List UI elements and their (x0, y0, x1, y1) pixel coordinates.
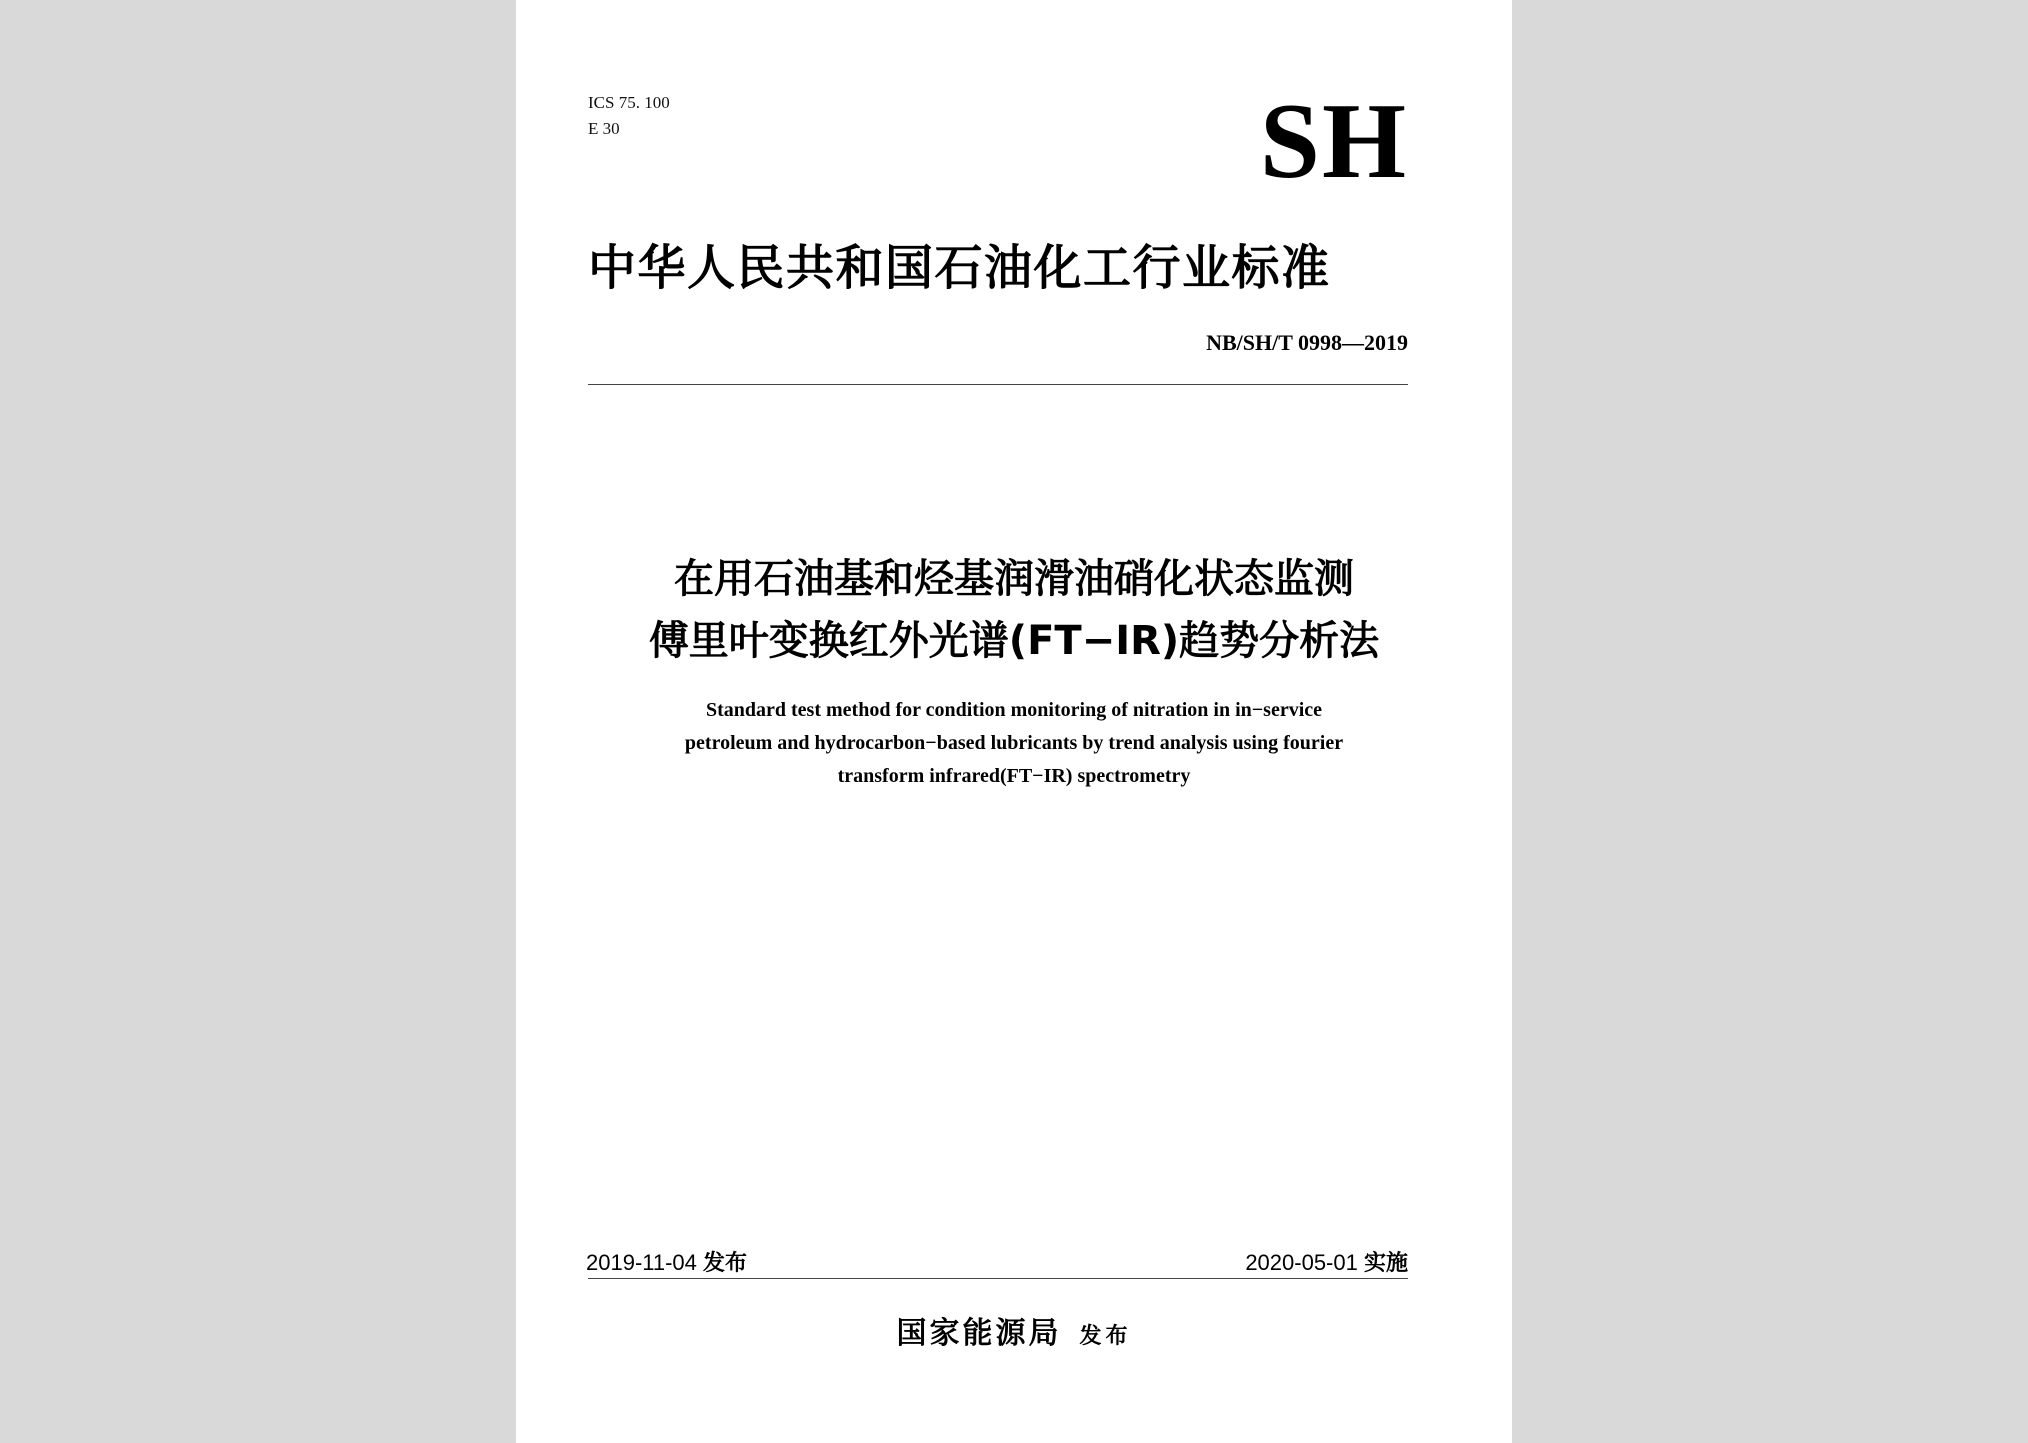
implement-label: 实施 (1363, 1250, 1408, 1275)
english-title (516, 694, 1512, 793)
implement-date: 2020-05-01 (1245, 1250, 1358, 1275)
chinese-title-line: 在用石油基和烃基润滑油硝化状态监测 (674, 556, 1354, 602)
publisher-action: 发布 (1079, 1324, 1132, 1349)
publisher (516, 1308, 1512, 1352)
publisher-name: 国家能源局 (896, 1316, 1062, 1351)
english-title-line: petroleum and hydrocarbon−based lubricants by trend analysis using fourier (684, 732, 1344, 754)
chinese-title-line: 傅里叶变换红外光谱(FT−IR)趋势分析法 (648, 618, 1380, 664)
english-title-line: Standard test method for condition monitoring of nitration in in−service (705, 699, 1323, 721)
classification-code: E 30 (588, 119, 620, 138)
document-page (516, 0, 1512, 1443)
implement-date-block (1245, 1246, 1408, 1277)
standard-number: NB/SH/T 0998—2019 (1206, 330, 1408, 355)
ics-classification (588, 90, 670, 142)
publish-date-block (586, 1246, 747, 1277)
sh-logo: SH (1259, 82, 1408, 201)
top-divider (588, 384, 1408, 385)
chinese-title (516, 548, 1512, 672)
publish-date: 2019-11-04 (586, 1250, 697, 1275)
standard-title: 中华人民共和国石油化工行业标准 (588, 240, 1331, 296)
english-title-line: transform infrared(FT−IR) spectrometry (837, 765, 1191, 787)
ics-code: ICS 75. 100 (588, 93, 670, 112)
bottom-divider (588, 1278, 1408, 1279)
publish-label: 发布 (703, 1250, 748, 1275)
